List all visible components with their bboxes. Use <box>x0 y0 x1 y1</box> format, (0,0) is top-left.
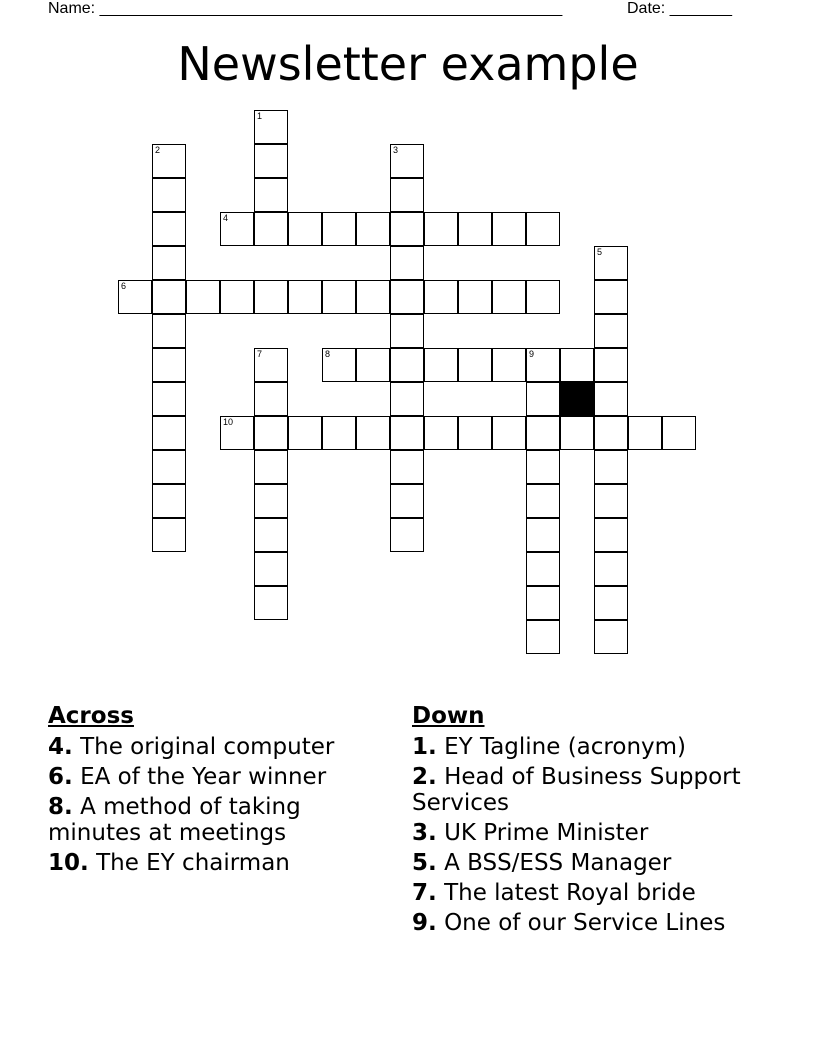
grid-cell[interactable] <box>220 416 254 450</box>
grid-cell[interactable] <box>594 246 628 280</box>
grid-cell[interactable] <box>390 484 424 518</box>
down-heading: Down <box>412 703 485 729</box>
grid-cell[interactable] <box>594 450 628 484</box>
clue-number-label: 7 <box>257 349 263 359</box>
clue-number-label: 4 <box>223 213 229 223</box>
grid-cell[interactable] <box>254 178 288 212</box>
clue-text: Head of Business Support Services <box>412 764 741 816</box>
grid-cell[interactable] <box>254 450 288 484</box>
grid-cell[interactable] <box>662 416 696 450</box>
grid-cell[interactable] <box>458 416 492 450</box>
grid-cell[interactable] <box>390 518 424 552</box>
clue-text: One of our Service Lines <box>444 910 726 936</box>
clue-number: 6. <box>48 764 73 790</box>
clue-text: UK Prime Minister <box>444 820 649 846</box>
clue-number-label: 10 <box>223 417 234 427</box>
grid-cell[interactable] <box>152 348 186 382</box>
grid-cell[interactable] <box>254 552 288 586</box>
grid-cell[interactable] <box>526 552 560 586</box>
grid-cell[interactable] <box>152 450 186 484</box>
grid-cell[interactable] <box>424 348 458 382</box>
grid-cell[interactable] <box>526 484 560 518</box>
grid-cell[interactable] <box>254 280 288 314</box>
grid-cell[interactable] <box>152 416 186 450</box>
grid-cell[interactable] <box>492 416 526 450</box>
clue-number: 7. <box>412 880 437 906</box>
grid-cell[interactable] <box>390 382 424 416</box>
grid-cell[interactable] <box>526 450 560 484</box>
clue-number: 1. <box>412 734 437 760</box>
clue-number: 4. <box>48 734 73 760</box>
page-title: Newsletter example <box>177 37 639 91</box>
clue-text: The latest Royal bride <box>444 880 696 906</box>
clue-item <box>48 734 378 760</box>
grid-cell[interactable] <box>390 416 424 450</box>
grid-cell[interactable] <box>594 484 628 518</box>
grid-cell[interactable] <box>594 314 628 348</box>
grid-cell[interactable] <box>526 280 560 314</box>
grid-cell[interactable] <box>356 212 390 246</box>
grid-cell[interactable] <box>254 212 288 246</box>
across-heading: Across <box>48 703 134 729</box>
grid-cell[interactable] <box>390 246 424 280</box>
grid-cell[interactable] <box>254 518 288 552</box>
down-clues <box>412 702 772 940</box>
grid-cell[interactable] <box>594 620 628 654</box>
grid-cell[interactable] <box>594 518 628 552</box>
clue-item <box>412 820 772 846</box>
grid-cell[interactable] <box>288 280 322 314</box>
grid-cell[interactable] <box>356 416 390 450</box>
clue-number-label: 1 <box>257 111 263 121</box>
name-field: Name: ____________________________________________________ <box>48 0 563 17</box>
clue-item <box>412 850 772 876</box>
grid-cell[interactable] <box>322 280 356 314</box>
grid-cell[interactable] <box>526 212 560 246</box>
grid-cell[interactable] <box>560 348 594 382</box>
grid-cell[interactable] <box>390 348 424 382</box>
grid-cell[interactable] <box>424 280 458 314</box>
grid-cell[interactable] <box>254 382 288 416</box>
grid-cell[interactable] <box>526 620 560 654</box>
grid-cell[interactable] <box>390 212 424 246</box>
grid-cell[interactable] <box>152 518 186 552</box>
grid-cell[interactable] <box>254 110 288 144</box>
grid-cell[interactable] <box>152 246 186 280</box>
grid-cell[interactable] <box>356 348 390 382</box>
grid-cell[interactable] <box>594 382 628 416</box>
clue-item <box>48 794 378 846</box>
grid-cell[interactable] <box>560 416 594 450</box>
grid-cell[interactable] <box>458 348 492 382</box>
clue-number: 8. <box>48 794 73 820</box>
clue-text: A method of taking minutes at meetings <box>48 794 301 846</box>
clue-number-label: 8 <box>325 349 331 359</box>
grid-cell[interactable] <box>356 280 390 314</box>
grid-cell[interactable] <box>254 586 288 620</box>
grid-cell[interactable] <box>254 348 288 382</box>
grid-cell[interactable] <box>322 348 356 382</box>
clue-item <box>48 764 378 790</box>
grid-cell[interactable] <box>288 212 322 246</box>
grid-cell[interactable] <box>254 144 288 178</box>
clue-number-label: 3 <box>393 145 399 155</box>
grid-cell[interactable] <box>492 212 526 246</box>
clue-number-label: 5 <box>597 247 603 257</box>
grid-cell[interactable] <box>390 314 424 348</box>
clue-text: The original computer <box>80 734 335 760</box>
grid-cell[interactable] <box>526 518 560 552</box>
grid-cell[interactable] <box>594 586 628 620</box>
clue-number: 3. <box>412 820 437 846</box>
grid-cell[interactable] <box>390 178 424 212</box>
grid-cell[interactable] <box>390 280 424 314</box>
grid-cell[interactable] <box>118 280 152 314</box>
grid-cell[interactable] <box>458 212 492 246</box>
clue-item <box>48 850 378 876</box>
grid-cell[interactable] <box>594 416 628 450</box>
grid-cell[interactable] <box>152 382 186 416</box>
grid-cell[interactable] <box>492 280 526 314</box>
clue-text: The EY chairman <box>96 850 290 876</box>
clue-number: 2. <box>412 764 437 790</box>
black-cell <box>560 382 594 416</box>
clue-number: 9. <box>412 910 437 936</box>
clue-number: 10. <box>48 850 89 876</box>
grid-cell[interactable] <box>152 144 186 178</box>
clue-item <box>412 880 772 906</box>
grid-cell[interactable] <box>458 280 492 314</box>
grid-cell[interactable] <box>152 212 186 246</box>
clue-item <box>412 734 772 760</box>
grid-cell[interactable] <box>594 552 628 586</box>
clue-number: 5. <box>412 850 437 876</box>
grid-cell[interactable] <box>254 416 288 450</box>
grid-cell[interactable] <box>492 348 526 382</box>
grid-cell[interactable] <box>322 212 356 246</box>
clue-number-label: 6 <box>121 281 127 291</box>
clue-number-label: 9 <box>529 349 535 359</box>
date-field: Date: _______ <box>627 0 732 17</box>
grid-cell[interactable] <box>220 212 254 246</box>
grid-cell[interactable] <box>152 178 186 212</box>
grid-cell[interactable] <box>254 484 288 518</box>
clue-text: EY Tagline (acronym) <box>444 734 687 760</box>
grid-cell[interactable] <box>390 450 424 484</box>
grid-cell[interactable] <box>152 280 186 314</box>
grid-cell[interactable] <box>526 382 560 416</box>
clue-number-label: 2 <box>155 145 161 155</box>
grid-cell[interactable] <box>526 586 560 620</box>
clue-item <box>412 910 772 936</box>
grid-cell[interactable] <box>526 416 560 450</box>
grid-cell[interactable] <box>220 280 254 314</box>
clue-item <box>412 764 772 816</box>
clue-text: EA of the Year winner <box>80 764 327 790</box>
grid-cell[interactable] <box>628 416 662 450</box>
grid-cell[interactable] <box>152 484 186 518</box>
grid-cell[interactable] <box>186 280 220 314</box>
grid-cell[interactable] <box>390 144 424 178</box>
grid-cell[interactable] <box>424 416 458 450</box>
clue-text: A BSS/ESS Manager <box>444 850 672 876</box>
grid-cell[interactable] <box>322 416 356 450</box>
grid-cell[interactable] <box>424 212 458 246</box>
grid-cell[interactable] <box>594 280 628 314</box>
grid-cell[interactable] <box>526 348 560 382</box>
across-clues <box>48 702 378 880</box>
grid-cell[interactable] <box>152 314 186 348</box>
grid-cell[interactable] <box>288 416 322 450</box>
grid-cell[interactable] <box>594 348 628 382</box>
